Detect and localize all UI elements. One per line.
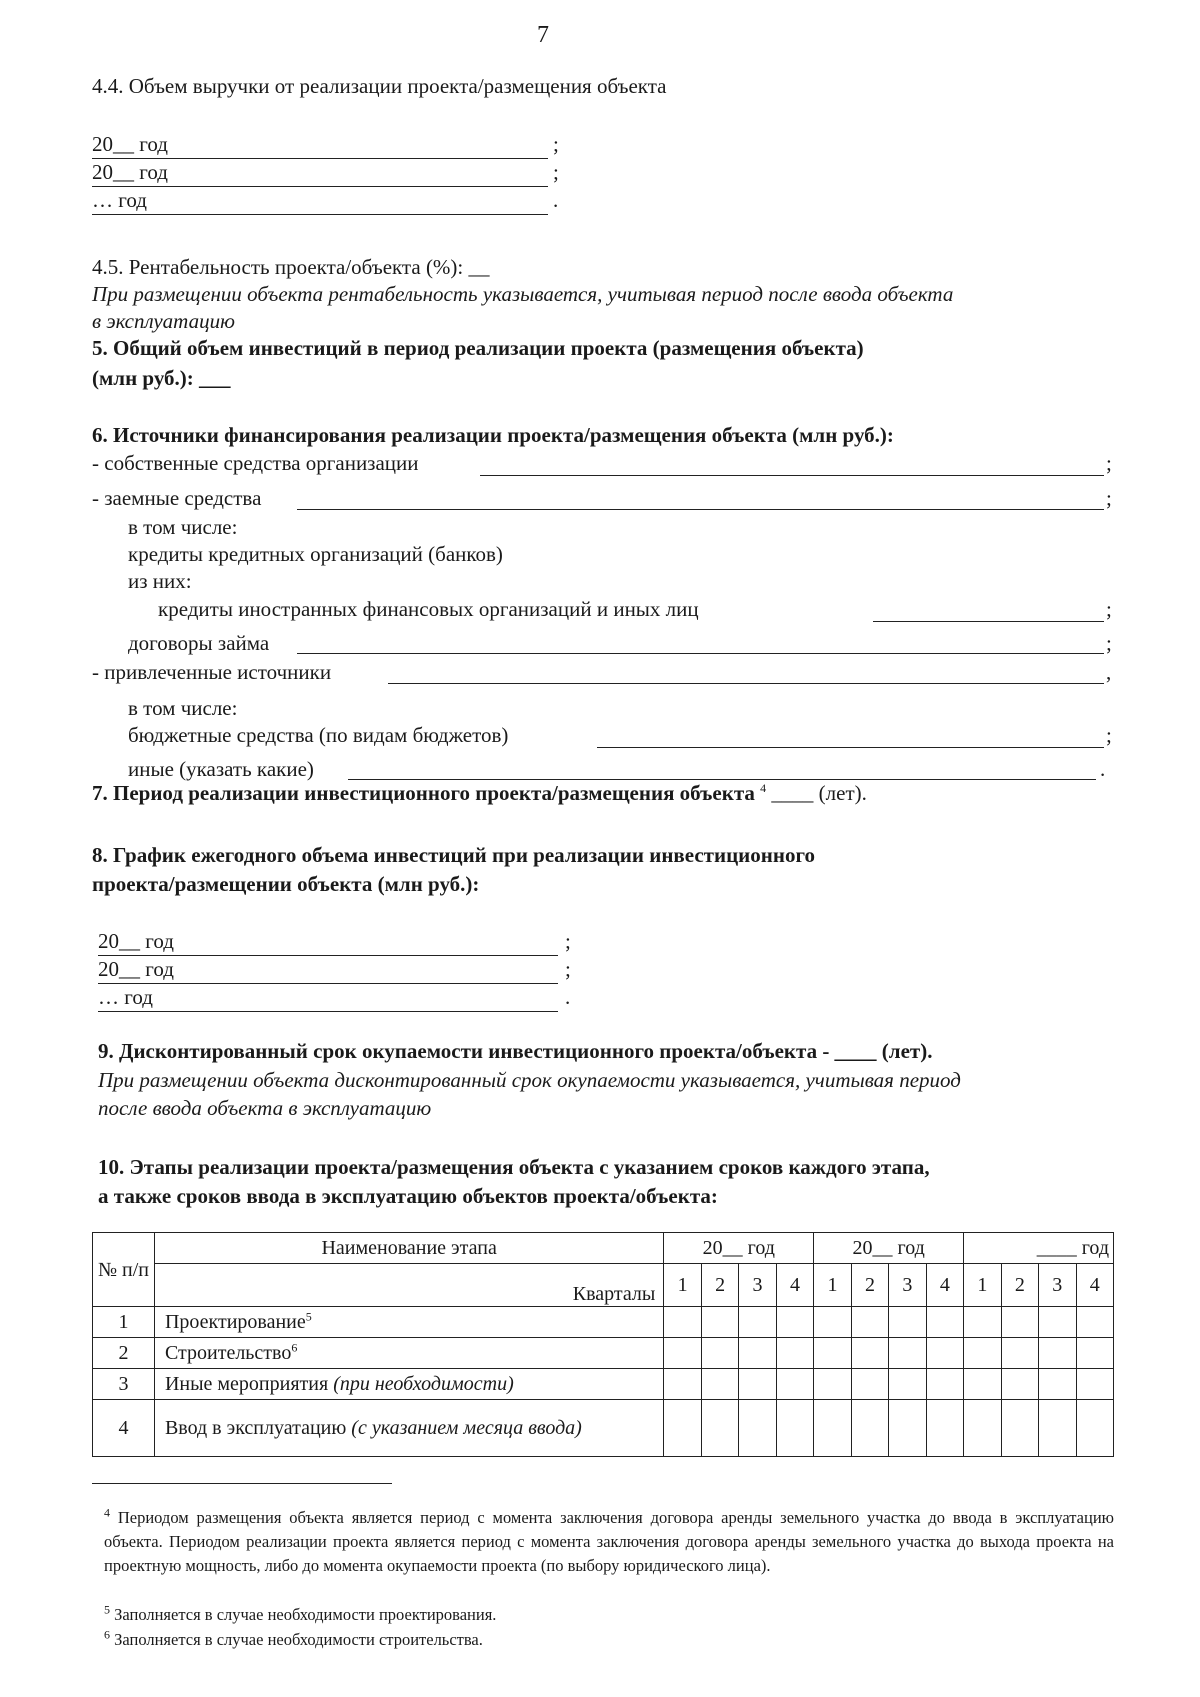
table-row: 4 Ввод в эксплуатацию (с указанием месяца ввода) [93, 1400, 1114, 1457]
quarter-cell: 3 [889, 1264, 926, 1307]
section-4-5-title: 4.5. Рентабельность проекта/объекта (%): __ [92, 255, 490, 279]
page-number: 7 [537, 22, 549, 48]
section-5-line1: 5. Общий объем инвестиций в период реализации проекта (размещения объекта) [92, 336, 864, 360]
loan-agreements-label: договоры займа [128, 631, 270, 655]
table-header-row [93, 1233, 1114, 1264]
year-header: 20__ год [664, 1233, 814, 1264]
of-them-label: из них: [128, 569, 192, 593]
stage-name: Строительство$^6$ [154, 1338, 663, 1369]
col-num-header: № п/п [93, 1233, 155, 1307]
quarter-cell: 3 [1039, 1264, 1076, 1307]
attracted-sources-label: - привлеченные источники [92, 660, 332, 684]
stage-name: Ввод в эксплуатацию (с указанием месяца ввода) [154, 1400, 663, 1457]
stage-name: Иные мероприятия (при необходимости) [154, 1369, 663, 1400]
quarter-cell: 4 [1076, 1264, 1113, 1307]
loan-agreements-line [297, 653, 1104, 654]
table-row: 3 Иные мероприятия (при необходимости) [93, 1369, 1114, 1400]
own-funds-line [480, 475, 1104, 476]
borrowed-funds-label: - заемные средства [92, 486, 262, 510]
section-9-note-line2: после ввода объекта в эксплуатацию [98, 1096, 432, 1120]
footnote-4: $^4$ Периодом размещения объекта является период с момента заключения договора аренды земельного участка до ввода в эксплуатацию объекта. Периодом реализации проекта является период с момента заключения договора аренды земельного участка до выхода проекта на проектную мощность, либо до момента окупаемости проекта (по выбору юридического лица). [104, 1505, 1114, 1575]
budget-funds-label: бюджетные средства (по видам бюджетов) [128, 723, 509, 747]
section-10-line2: а также сроков ввода в эксплуатацию объектов проекта/объекта: [98, 1184, 718, 1208]
foreign-credits-line [873, 621, 1104, 622]
footnote-5: $^5$ Заполняется в случае необходимости проектирования. [104, 1602, 497, 1624]
bank-credits-label: кредиты кредитных организаций (банков) [128, 542, 503, 566]
footnote-separator [92, 1483, 392, 1484]
attracted-sources-line [388, 683, 1104, 684]
section-8-line2: проекта/размещении объекта (млн руб.): [92, 872, 480, 896]
section-4-5-note-line1: При размещении объекта рентабельность указывается, учитывая период после ввода объекта [92, 282, 954, 306]
fill-line [92, 186, 548, 187]
other-sources-line [348, 779, 1096, 780]
including-label-2: в том числе: [128, 696, 238, 720]
year-header: 20__ год [814, 1233, 964, 1264]
borrowed-funds-line [297, 509, 1104, 510]
own-funds-label: - собственные средства организации [92, 451, 419, 475]
document-page: 7 4.4. Объем выручки от реализации проекта/размещения объекта 20__ год ; 20__ год ; … год . 4.5. Рентабельность проекта/объекта (%): __ При размещении объекта рентабельность указывается, учитывая период после ввода объекта в эксплуатацию 5. Общий объем инвестиций в период реализации проекта (размещения объекта) (млн руб.): ___ 6. Источники финансирования реализации проекта/размещения объекта (млн руб.): - собственные средства организации ; - заемные средства ; в том числе: кредиты кредитных организаций (банков) из них: кредиты иностранных финансовых организаций и иных лиц ; договоры займа ; - привлеченные источники , в том числе: бюджетные средства (по видам бюджетов) ; иные (указать какие) . 7. Период реализации инвестиционного проекта/размещения объекта $^4$ ____ (лет). 8. График ежегодного объема инвестиций при реализации инвестиционного проекта/размещении объекта (млн руб.): 20__ год ; 20__ год ; … год . 9. Дисконтированный срок окупаемости инвестиционного проекта/объекта - ____ (лет). При размещении объекта дисконтированный срок окупаемости указывается, учитывая период после ввода объекта в эксплуатацию 10. Этапы реализации проекта/размещения объекта с указанием сроков каждого этапа, а также сроков ввода в эксплуатацию объектов проекта/объекта: № п/п Наименование этапа 20__ год 20__ год ____ год Кварталы 1 2 3 4 1 2 3 4 1 2 3 4 1 Проектирование$^5$ 2 Строительство$^6$ 3 Иные мероприятия (при необходимости) 4 Ввод в эксплуатацию (с указанием месяца ввода) $^4$ Периодом размещения объекта является период с момента заключения договора аренды земельного участка до ввода в эксплуатацию объекта. Периодом реализации проекта является период с момента заключения договора аренды земельного участка до выхода проекта на проектную мощность, либо до момента окупаемости проекта (по выбору юридического лица). $^5$ Заполняется в случае необходимости проектирования. $^6$ Заполняется в случае необходимости строительства. [0, 0, 1200, 1697]
section-9-note-line1: При размещении объекта дисконтированный срок окупаемости указывается, учитывая период [98, 1068, 961, 1092]
section-10-line1: 10. Этапы реализации проекта/размещения объекта с указанием сроков каждого этапа, [98, 1155, 930, 1179]
section-7: 7. Период реализации инвестиционного проекта/размещения объекта $^4$ ____ (лет). [92, 781, 867, 805]
fill-line [98, 1011, 558, 1012]
section-5-line2: (млн руб.): ___ [92, 366, 231, 390]
quarter-cell: 1 [964, 1264, 1001, 1307]
quarter-cell: 2 [1001, 1264, 1038, 1307]
stage-name: Проектирование$^5$ [154, 1307, 663, 1338]
other-sources-label: иные (указать какие) [128, 757, 314, 781]
section-4-4-title: 4.4. Объем выручки от реализации проекта/размещения объекта [92, 74, 667, 98]
section-8-line1: 8. График ежегодного объема инвестиций при реализации инвестиционного [92, 843, 815, 867]
footnote-6: $^6$ Заполняется в случае необходимости строительства. [104, 1627, 483, 1649]
section-6-title: 6. Источники финансирования реализации проекта/размещения объекта (млн руб.): [92, 423, 894, 447]
fill-line [92, 158, 548, 159]
fill-line [98, 955, 558, 956]
quarter-header-row [93, 1264, 1114, 1307]
quarters-label: Кварталы [154, 1264, 663, 1307]
stages-table [92, 1232, 1114, 1457]
year-header: ____ год [964, 1233, 1114, 1264]
quarter-cell: 2 [701, 1264, 738, 1307]
col-name-header: Наименование этапа [154, 1233, 663, 1264]
quarter-cell: 2 [851, 1264, 888, 1307]
quarter-cell: 1 [664, 1264, 701, 1307]
foreign-credits-label: кредиты иностранных финансовых организаций и иных лиц [158, 597, 699, 621]
section-4-5-note-line2: в эксплуатацию [92, 309, 235, 333]
budget-funds-line [597, 747, 1104, 748]
including-label-1: в том числе: [128, 515, 238, 539]
quarter-cell: 4 [776, 1264, 813, 1307]
fill-line [92, 214, 548, 215]
table-row: 1 Проектирование$^5$ [93, 1307, 1114, 1338]
fill-line [98, 983, 558, 984]
section-9-title: 9. Дисконтированный срок окупаемости инвестиционного проекта/объекта - ____ (лет). [98, 1039, 933, 1063]
table-row: 2 Строительство$^6$ [93, 1338, 1114, 1369]
quarter-cell: 1 [814, 1264, 851, 1307]
quarter-cell: 3 [739, 1264, 776, 1307]
quarter-cell: 4 [926, 1264, 963, 1307]
